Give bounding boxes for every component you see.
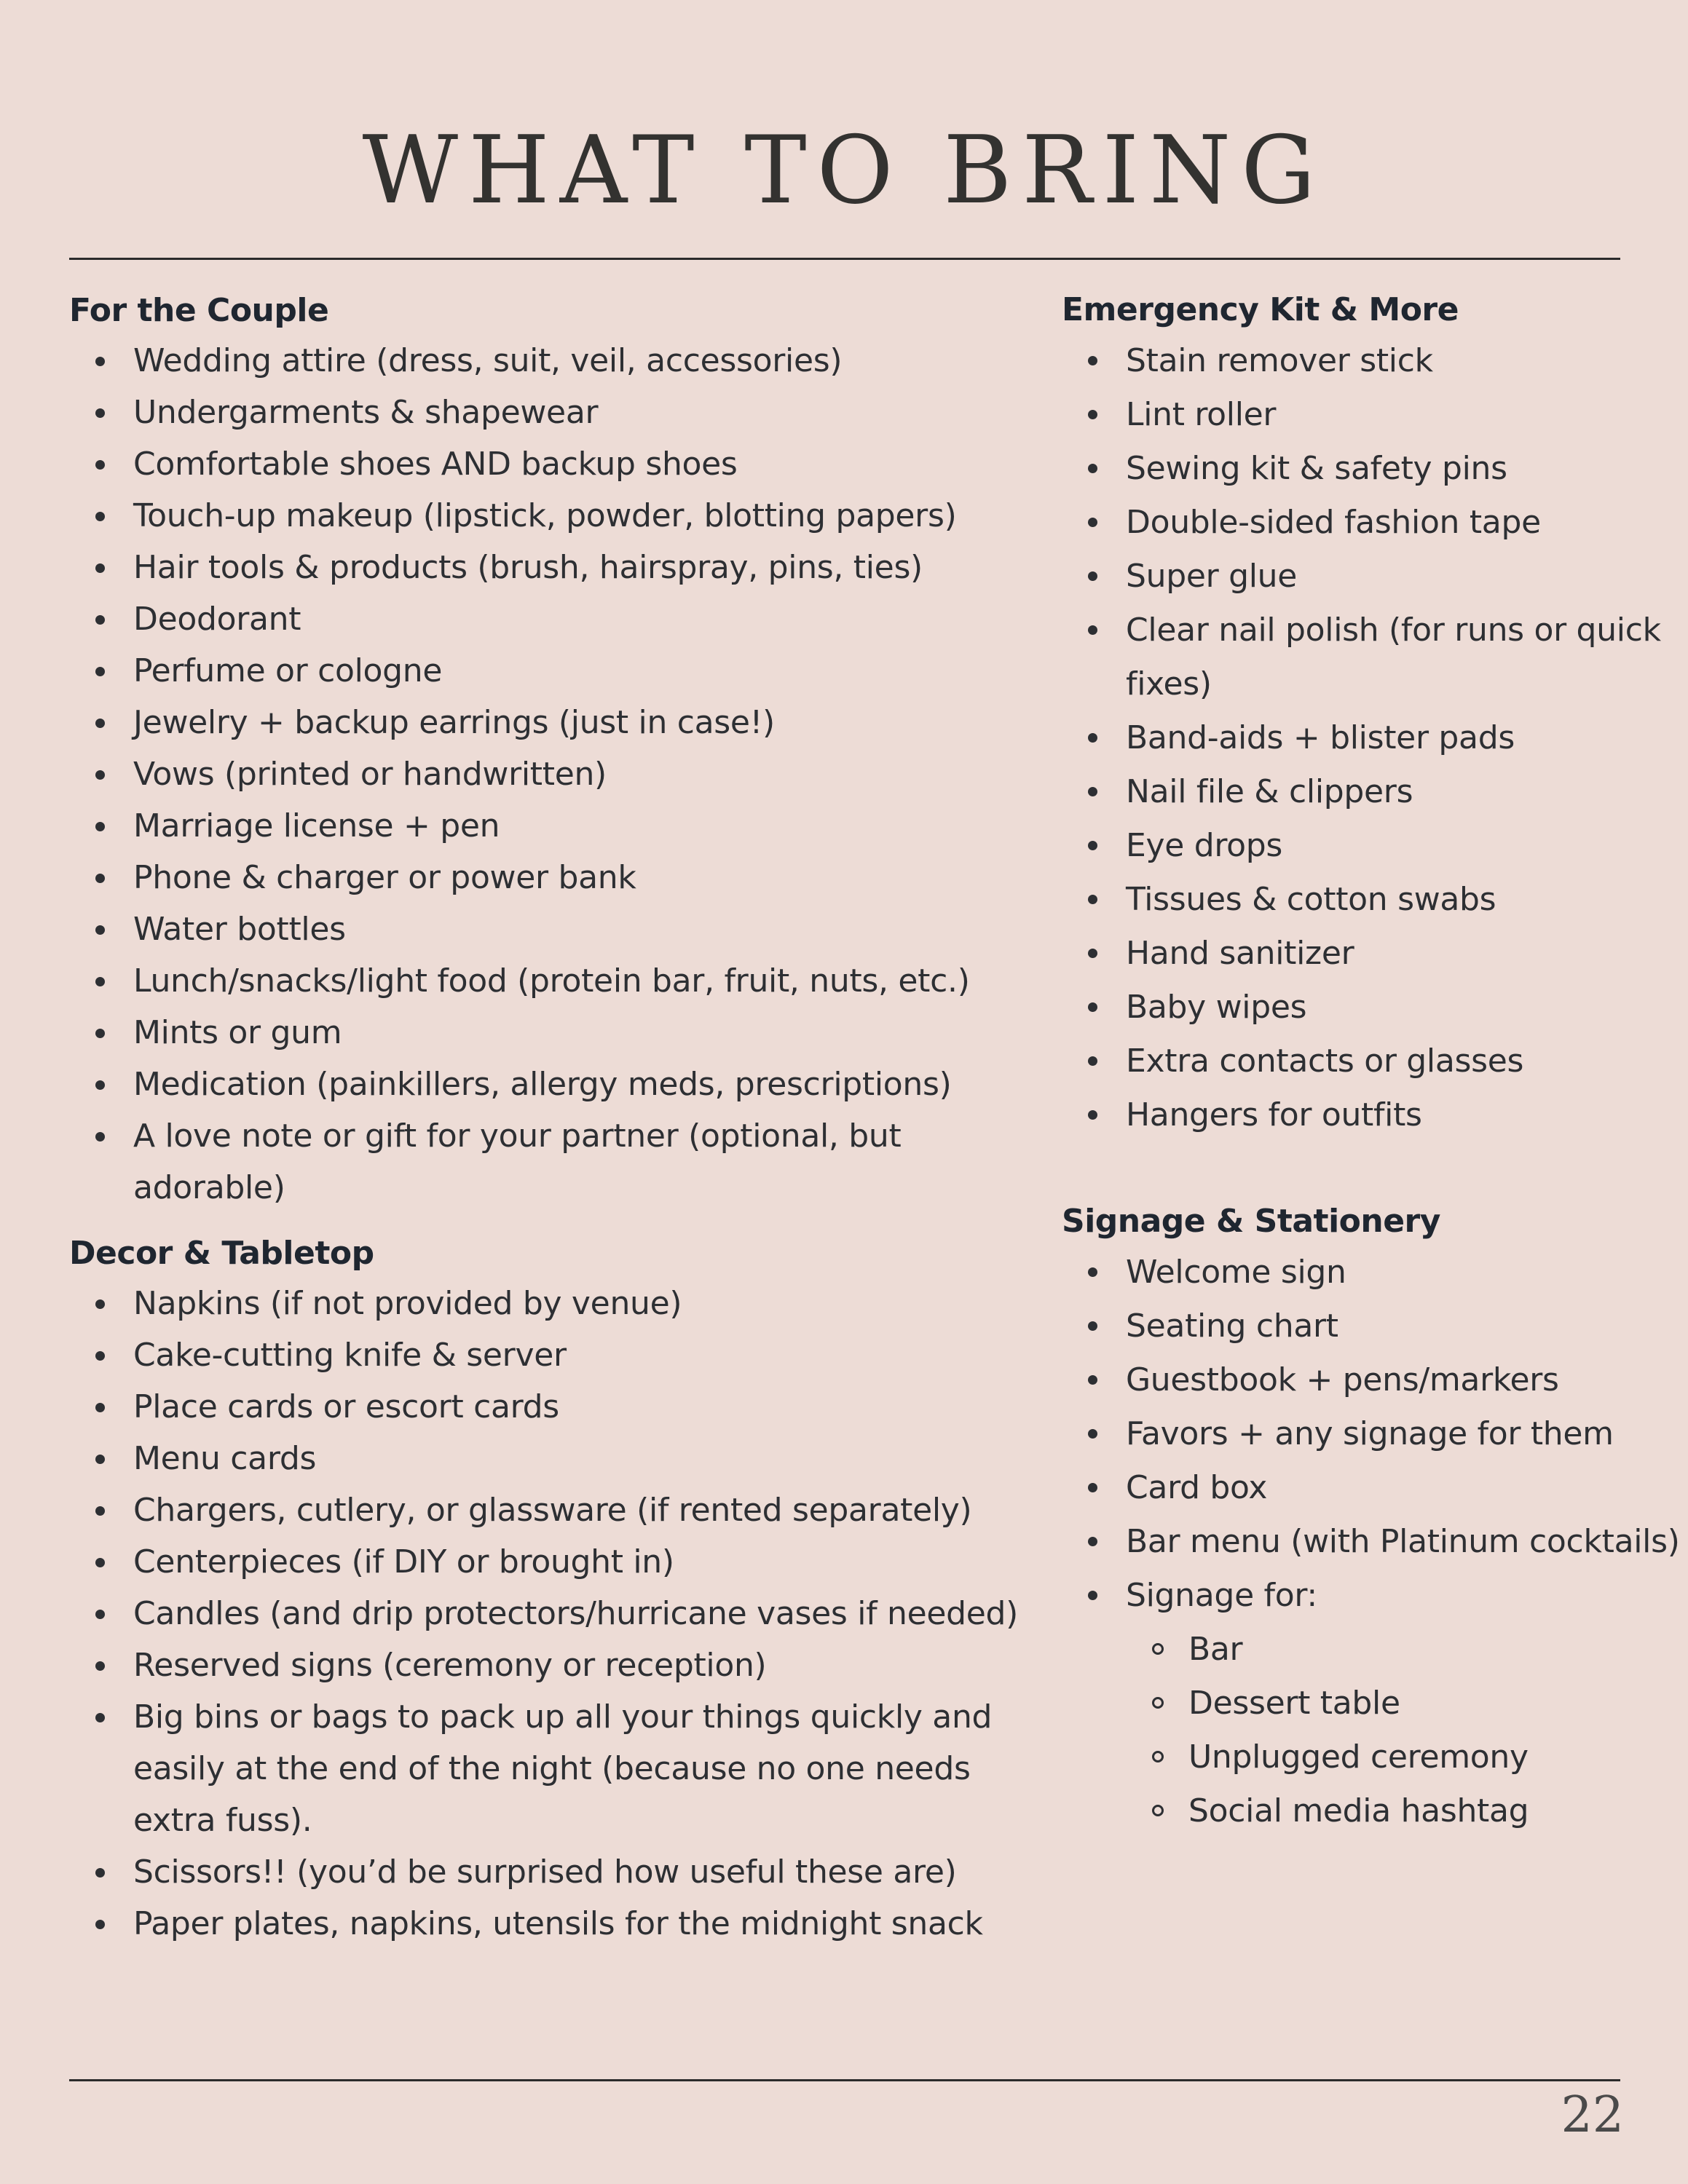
section-heading: Signage & Stationery [1062,1203,1440,1240]
right-column [1062,289,1681,1838]
section-heading: For the Couple [69,292,329,329]
list-item [1062,1569,1681,1838]
bullet-icon [95,1080,105,1090]
bullet-icon [1088,518,1097,527]
list-item [69,1639,1060,1691]
top-divider [69,258,1620,260]
list-item [69,852,1060,903]
list-item-text: Perfume or cologne [133,652,443,689]
list-item-text: Phone & charger or power bank [133,859,636,896]
section-decor-tabletop [69,1233,1060,1950]
list-item [69,1536,1060,1588]
sub-list-item-text: Bar [1188,1631,1243,1668]
list-item [69,955,1060,1007]
checklist [1062,334,1681,1142]
list-item [69,335,1060,387]
list-item [1062,711,1681,765]
list-item [1062,1461,1681,1515]
bullet-icon [1088,1267,1097,1277]
left-column [69,290,1060,1950]
bullet-icon [95,1403,105,1412]
list-item [69,697,1060,748]
page-number: 22 [1561,2086,1624,2144]
bullet-icon [95,1351,105,1361]
bullet-icon [95,1029,105,1038]
bullet-icon [1088,1483,1097,1492]
list-item [69,1691,1060,1846]
list-item [69,1588,1060,1639]
list-item [69,1329,1060,1381]
bullet-icon [1088,1002,1097,1012]
list-item-text: Touch-up makeup (lipstick, powder, blotting papers) [133,497,957,534]
list-item-text: Mints or gum [133,1014,342,1051]
bullet-icon [1088,1375,1097,1385]
list-item-text: Undergarments & shapewear [133,394,599,431]
list-item [1062,442,1681,496]
bullet-icon [95,874,105,883]
list-item-text: Signage for: [1126,1577,1317,1614]
bullet-icon [1088,1591,1097,1600]
bullet-icon [1088,625,1097,635]
bullet-icon [95,1132,105,1142]
list-item-text: Centerpieces (if DIY or brought in) [133,1543,674,1580]
section-emergency-kit [1062,289,1681,1142]
sub-list-item [1126,1784,1681,1838]
list-item-text: Favors + any signage for them [1126,1415,1614,1452]
list-item [1062,1246,1681,1299]
hollow-bullet-icon [1152,1751,1164,1762]
list-item-text: Card box [1126,1469,1268,1506]
bullet-icon [95,667,105,676]
bullet-icon [95,1455,105,1464]
bullet-icon [95,1610,105,1619]
sub-list-item [1126,1677,1681,1730]
list-item-text: Water bottles [133,911,346,948]
bullet-icon [95,1713,105,1722]
bullet-icon [95,512,105,521]
bullet-icon [1088,841,1097,850]
list-item-text: Place cards or escort cards [133,1388,559,1425]
bullet-icon [95,460,105,470]
list-item-text: Jewelry + backup earrings (just in case!) [133,704,775,741]
list-item [1062,981,1681,1034]
bullet-icon [1088,410,1097,419]
list-item-text: Eye drops [1126,827,1283,864]
list-item-text: Guestbook + pens/markers [1126,1361,1559,1398]
list-item-text: Baby wipes [1126,989,1307,1026]
list-item-text: Deodorant [133,601,301,638]
bullet-icon [1088,733,1097,743]
bullet-icon [95,925,105,935]
bullet-icon [95,1558,105,1567]
list-item-text: Cake-cutting knife & server [133,1337,567,1374]
list-item-text: Wedding attire (dress, suit, veil, accessories) [133,342,843,379]
section-heading: Decor & Tabletop [69,1235,374,1272]
bullet-icon [95,615,105,625]
list-item-text: Lunch/snacks/light food (protein bar, fruit, nuts, etc.) [133,962,970,1000]
list-item [1062,873,1681,927]
list-item-text: Stain remover stick [1126,342,1433,379]
bullet-icon [95,1299,105,1309]
list-item [1062,1299,1681,1353]
bullet-icon [95,1661,105,1671]
list-item [69,1059,1060,1110]
list-item [1062,765,1681,819]
list-item-text: Clear nail polish (for runs or quick fixes) [1126,612,1661,703]
list-item [69,1846,1060,1898]
list-item-text: Lint roller [1126,396,1277,433]
list-item-text: Marriage license + pen [133,807,500,844]
list-item [1062,388,1681,442]
list-item-text: Hand sanitizer [1126,935,1354,972]
bullet-icon [1088,895,1097,904]
list-item [1062,927,1681,981]
section-heading: Emergency Kit & More [1062,291,1459,328]
list-item [69,387,1060,438]
list-item [1062,550,1681,604]
bullet-icon [1088,1429,1097,1439]
list-item-text: Sewing kit & safety pins [1126,450,1507,487]
bullet-icon [1088,1110,1097,1120]
list-item-text: Comfortable shoes AND backup shoes [133,446,738,483]
bullet-icon [95,408,105,418]
list-item [69,1433,1060,1484]
list-item [1062,1353,1681,1407]
list-item [69,1110,1060,1214]
list-item-text: Reserved signs (ceremony or reception) [133,1647,767,1684]
list-item [69,542,1060,593]
bullet-icon [1088,571,1097,581]
list-item-text: Vows (printed or handwritten) [133,756,607,793]
list-item-text: Extra contacts or glasses [1126,1042,1524,1080]
list-item [1062,334,1681,388]
sub-list-item-text: Social media hashtag [1188,1792,1529,1829]
list-item [69,438,1060,490]
bullet-icon [1088,787,1097,796]
list-item-text: Candles (and drip protectors/hurricane vases if needed) [133,1595,1019,1632]
bottom-divider [69,2079,1620,2081]
hollow-bullet-icon [1152,1643,1164,1655]
bullet-icon [1088,1321,1097,1331]
list-item [1062,496,1681,550]
list-item [69,748,1060,800]
list-item-text: Seating chart [1126,1307,1338,1345]
list-item-text: Napkins (if not provided by venue) [133,1285,682,1322]
sub-list-item [1126,1623,1681,1677]
list-item-text: Big bins or bags to pack up all your things quickly and easily at the end of the night (because no one needs extra fuss). [133,1698,993,1839]
list-item [69,1898,1060,1950]
section-for-the-couple [69,290,1060,1214]
bullet-icon [95,357,105,366]
list-item [69,1007,1060,1059]
list-item [1062,819,1681,873]
list-item [1062,604,1681,711]
list-item-text: Tissues & cotton swabs [1126,881,1496,918]
list-item [69,1278,1060,1329]
hollow-bullet-icon [1152,1697,1164,1709]
bullet-icon [95,1868,105,1878]
bullet-icon [95,719,105,728]
list-item [1062,1515,1681,1569]
list-item-text: A love note or gift for your partner (optional, but adorable) [133,1117,902,1206]
bullet-icon [1088,464,1097,473]
list-item [69,1484,1060,1536]
bullet-icon [1088,356,1097,365]
sub-list-item [1126,1730,1681,1784]
checklist [69,1278,1060,1950]
list-item-text: Nail file & clippers [1126,773,1413,810]
list-item [69,800,1060,852]
bullet-icon [95,563,105,573]
list-item-text: Chargers, cutlery, or glassware (if rented separately) [133,1492,972,1529]
sub-list-item-text: Unplugged ceremony [1188,1738,1529,1776]
list-item-text: Paper plates, napkins, utensils for the midnight snack [133,1905,983,1942]
bullet-icon [95,822,105,831]
list-item [1062,1407,1681,1461]
list-item-text: Super glue [1126,558,1298,595]
checklist [1062,1246,1681,1838]
page-title: WHAT TO BRING [362,116,1326,225]
list-item [69,903,1060,955]
bullet-icon [1088,1537,1097,1546]
list-item [1062,1088,1681,1142]
list-item-text: Bar menu (with Platinum cocktails) [1126,1523,1680,1560]
list-item [1062,1034,1681,1088]
hollow-bullet-icon [1152,1805,1164,1816]
list-item-text: Hangers for outfits [1126,1096,1422,1133]
list-item-text: Hair tools & products (brush, hairspray, pins, ties) [133,549,923,586]
section-signage-stationery [1062,1200,1681,1838]
bullet-icon [1088,949,1097,958]
list-item [69,1381,1060,1433]
list-item-text: Welcome sign [1126,1254,1346,1291]
list-item [69,490,1060,542]
checklist [69,335,1060,1214]
list-item-text: Double-sided fashion tape [1126,504,1541,541]
bullet-icon [95,1920,105,1929]
list-item [69,645,1060,697]
list-item-text: Band-aids + blister pads [1126,719,1515,756]
sub-list [1126,1623,1681,1838]
bullet-icon [1088,1056,1097,1066]
list-item [69,593,1060,645]
sub-list-item-text: Dessert table [1188,1685,1400,1722]
bullet-icon [95,1506,105,1516]
list-item-text: Medication (painkillers, allergy meds, prescriptions) [133,1066,952,1103]
bullet-icon [95,977,105,986]
list-item-text: Menu cards [133,1440,317,1477]
bullet-icon [95,770,105,780]
list-item-text: Scissors!! (you’d be surprised how useful these are) [133,1853,957,1891]
